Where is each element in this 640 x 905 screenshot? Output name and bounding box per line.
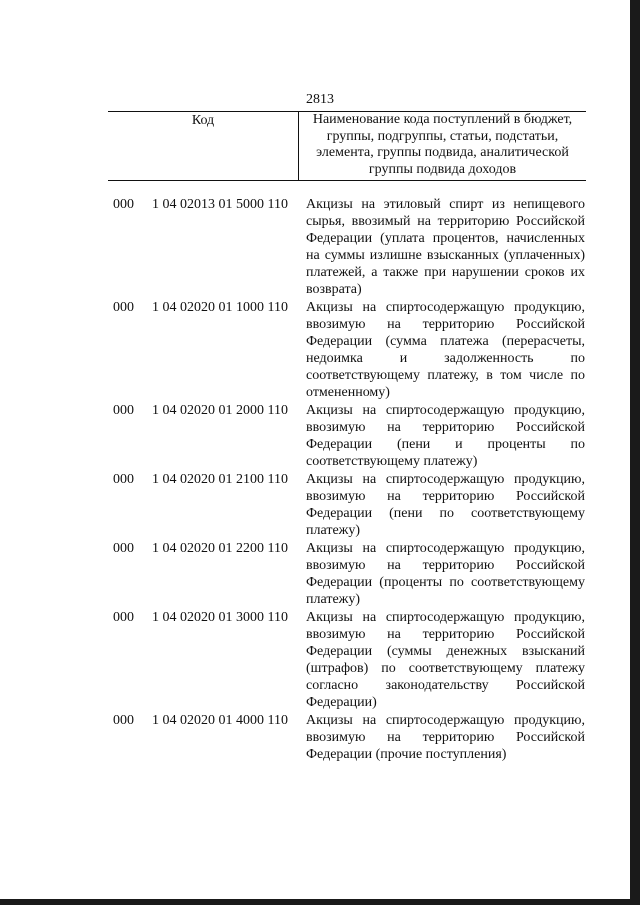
revenue-code-list xyxy=(113,196,585,764)
revenue-description: Акцизы на спиртосодержащую продукцию, ввозимую на территорию Российской Федерации (пени по соответствующему платежу) xyxy=(306,472,585,538)
page-number: 2813 xyxy=(306,92,334,107)
revenue-description: Акцизы на спиртосодержащую продукцию, ввозимую на территорию Российской Федерации (пени и проценты по соответствующему платежу) xyxy=(306,403,585,469)
table-row xyxy=(113,471,585,539)
revenue-code: 1 04 02020 01 2000 110 xyxy=(152,403,288,418)
header-name-label: Наименование кода поступлений в бюджет, группы, подгруппы, статьи, подстатьи, элемента, группы подвида, аналитической группы подвида доходов xyxy=(312,112,573,177)
admin-code: 000 xyxy=(113,300,134,315)
revenue-description: Акцизы на спиртосодержащую продукцию, ввозимую на территорию Российской Федерации (суммы денежных взысканий (штрафов) по соответствующему платежу согласно законодательству Российской Федерации) xyxy=(306,610,585,710)
table-row xyxy=(113,299,585,401)
table-row xyxy=(113,196,585,298)
admin-code: 000 xyxy=(113,713,134,728)
revenue-description: Акцизы на этиловый спирт из непищевого сырья, ввозимый на территорию Российской Федерации (уплата процентов, начисленных на суммы излишне взысканных (уплаченных) платежей, а также при нарушении сроков их возврата) xyxy=(306,197,585,297)
revenue-description: Акцизы на спиртосодержащую продукцию, ввозимую на территорию Российской Федерации (сумма платежа (перерасчеты, недоимка и задолженность по соответствующему платежу, в том числе по отмененному) xyxy=(306,300,585,400)
table-header xyxy=(108,111,586,181)
scan-border-bottom xyxy=(0,899,640,905)
table-row xyxy=(113,609,585,711)
revenue-code: 1 04 02020 01 1000 110 xyxy=(152,300,288,315)
revenue-code: 1 04 02020 01 4000 110 xyxy=(152,713,288,728)
table-row xyxy=(113,402,585,470)
header-code-label: Код xyxy=(108,112,299,180)
admin-code: 000 xyxy=(113,197,134,212)
revenue-code: 1 04 02013 01 5000 110 xyxy=(152,197,288,212)
admin-code: 000 xyxy=(113,472,134,487)
table-row xyxy=(113,712,585,763)
revenue-code: 1 04 02020 01 3000 110 xyxy=(152,610,288,625)
revenue-description: Акцизы на спиртосодержащую продукцию, ввозимую на территорию Российской Федерации (проценты по соответствующему платежу) xyxy=(306,541,585,607)
revenue-code: 1 04 02020 01 2100 110 xyxy=(152,472,288,487)
admin-code: 000 xyxy=(113,403,134,418)
revenue-description: Акцизы на спиртосодержащую продукцию, ввозимую на территорию Российской Федерации (прочие поступления) xyxy=(306,713,585,762)
admin-code: 000 xyxy=(113,610,134,625)
table-row xyxy=(113,540,585,608)
admin-code: 000 xyxy=(113,541,134,556)
revenue-code: 1 04 02020 01 2200 110 xyxy=(152,541,288,556)
scan-border-right xyxy=(630,0,640,905)
